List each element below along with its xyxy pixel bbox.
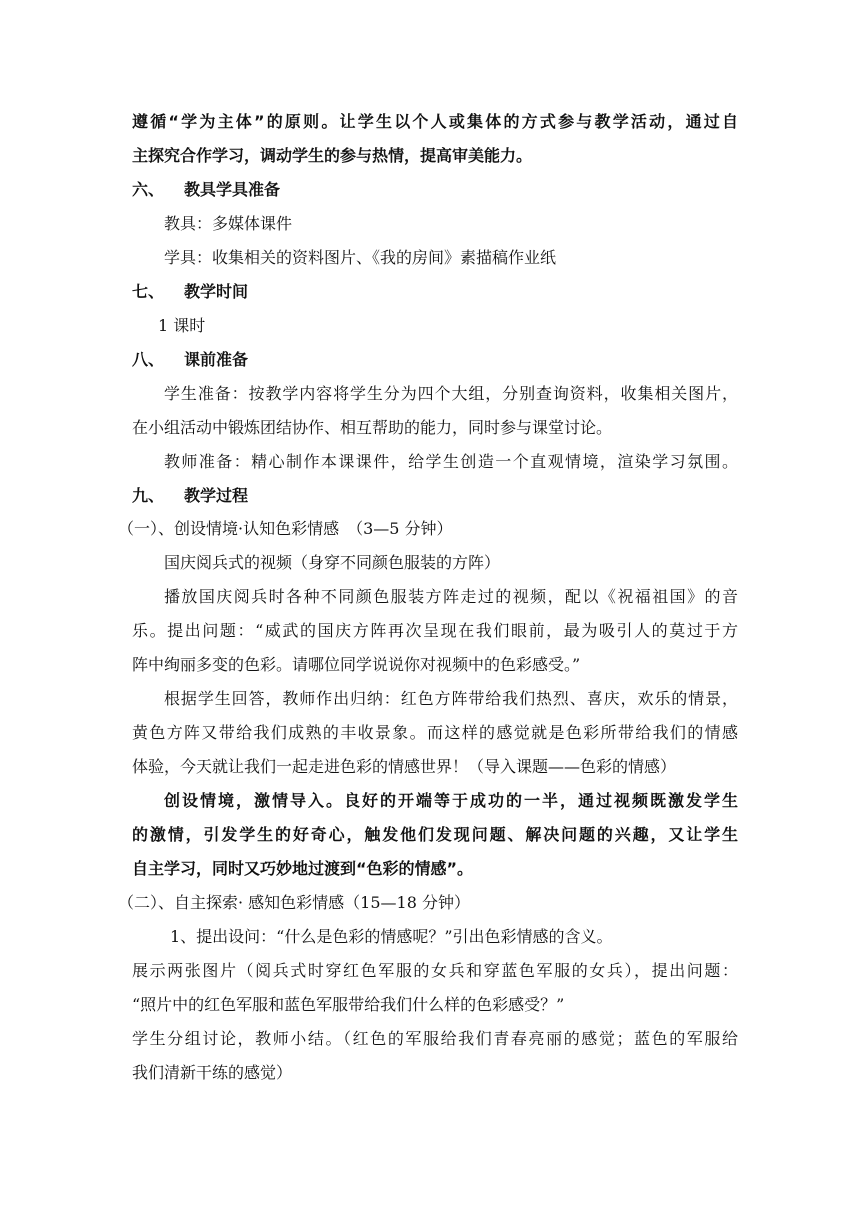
- paragraph-line: 在小组活动中锻炼团结协作、相互帮助的能力，同时参与课堂讨论。: [132, 418, 613, 437]
- paragraph-line: 的激情，引发学生的好奇心，触发他们发现问题、解决问题的兴趣，又让学生: [132, 825, 738, 844]
- subsection-heading: （二）、自主探索· 感知色彩情感（15—18 分钟）: [118, 893, 470, 912]
- section-number: 八、: [132, 350, 165, 369]
- section-title: 课前准备: [184, 350, 249, 369]
- paragraph-line: 学具：收集相关的资料图片、《我的房间》素描稿作业纸: [164, 248, 557, 267]
- paragraph-line: 国庆阅兵式的视频（身穿不同颜色服装的方阵）: [164, 553, 501, 572]
- paragraph-line: 体验，今天就让我们一起走进色彩的情感世界！（导入课题——色彩的情感）: [132, 757, 677, 776]
- paragraph-line: 根据学生回答，教师作出归纳：红色方阵带给我们热烈、喜庆，欢乐的情景，: [164, 689, 738, 708]
- paragraph-line: 1、提出设问：“什么是色彩的情感呢？”引出色彩情感的含义。: [170, 927, 613, 946]
- section-title: 教具学具准备: [184, 180, 281, 199]
- paragraph-line: 1 课时: [158, 316, 206, 335]
- paragraph-line: 乐。提出问题：“威武的国庆方阵再次呈现在我们眼前，最为吸引人的莫过于方: [132, 621, 738, 640]
- section-title: 教学过程: [184, 486, 249, 505]
- paragraph-line: 学生分组讨论，教师小结。（红色的军服给我们青春亮丽的感觉；蓝色的军服给: [132, 1029, 738, 1048]
- section-number: 九、: [132, 486, 165, 505]
- paragraph-line: 遵循“学为主体”的原则。让学生以个人或集体的方式参与教学活动，通过自: [132, 112, 738, 131]
- paragraph-line: 黄色方阵又带给我们成熟的丰收景象。而这样的感觉就是色彩所带给我们的情感: [132, 723, 738, 742]
- paragraph-line: 自主学习，同时又巧妙地过渡到“色彩的情感”。: [132, 859, 474, 878]
- paragraph-line: 阵中绚丽多变的色彩。请哪位同学说说你对视频中的色彩感受。”: [132, 655, 581, 674]
- paragraph-line: 播放国庆阅兵时各种不同颜色服装方阵走过的视频，配以《祝福祖国》的音: [164, 587, 738, 606]
- subsection-heading: （一）、创设情境·认知色彩情感 （3—5 分钟）: [118, 519, 453, 538]
- paragraph-line: 教师准备：精心制作本课课件，给学生创造一个直观情境，渲染学习氛围。: [164, 452, 738, 471]
- paragraph-line: 我们清新干练的感觉）: [132, 1063, 293, 1082]
- paragraph-line: 主探究合作学习，调动学生的参与热情，提高审美能力。: [132, 146, 533, 165]
- paragraph-line: “照片中的红色军服和蓝色军服带给我们什么样的色彩感受？”: [132, 995, 565, 1014]
- paragraph-line: 学生准备：按教学内容将学生分为四个大组，分别查询资料，收集相关图片，: [164, 384, 738, 403]
- section-number: 六、: [132, 180, 165, 199]
- paragraph-line: 教具：多媒体课件: [164, 214, 293, 233]
- paragraph-line: 创设情境，激情导入。良好的开端等于成功的一半，通过视频既激发学生: [164, 791, 738, 810]
- section-title: 教学时间: [184, 282, 249, 301]
- paragraph-line: 展示两张图片（阅兵式时穿红色军服的女兵和穿蓝色军服的女兵），提出问题：: [132, 961, 738, 980]
- section-number: 七、: [132, 282, 165, 301]
